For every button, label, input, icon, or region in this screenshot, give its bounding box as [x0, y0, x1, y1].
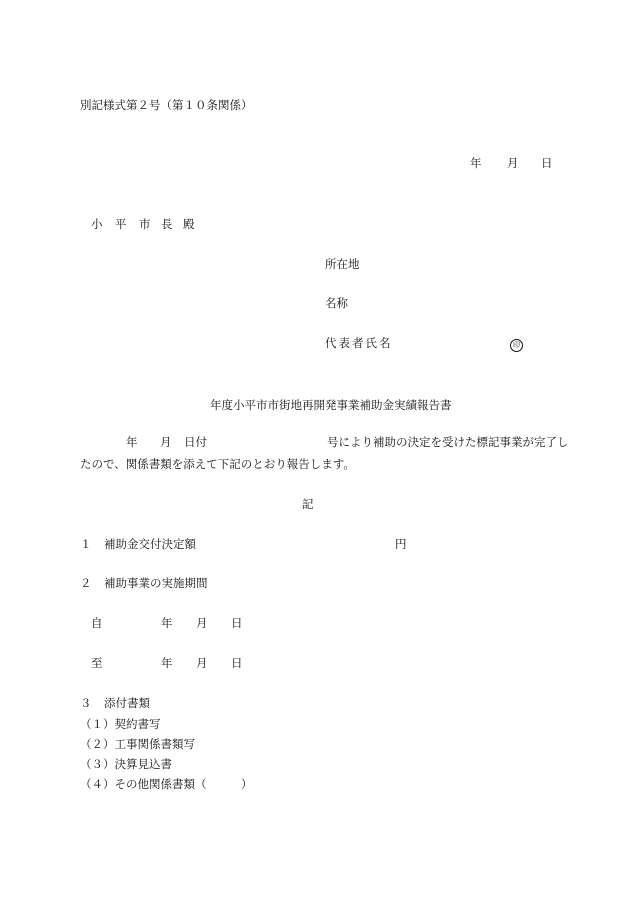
item-3-number: ３	[80, 696, 92, 710]
document-title: 年度小平市市街地再開発事業補助金実績報告書	[210, 398, 452, 412]
attachment-item: （３）決算見込書	[80, 757, 172, 771]
period-from-year: 年	[161, 616, 173, 630]
addressee-char: 小	[91, 217, 103, 231]
body-line1-text: 号により補助の決定を受けた標記事業が完了し	[327, 435, 569, 449]
item-1-unit: 円	[395, 537, 407, 551]
attachment-item: （４）その他関係書類（ ）	[80, 777, 253, 791]
ki-heading: 記	[302, 497, 314, 511]
representative-label: 代表者氏名	[325, 336, 393, 350]
seal-mark	[510, 338, 523, 352]
attachment-item: （１）契約書写	[80, 717, 161, 731]
item-1-number: １	[80, 537, 92, 551]
period-to-label: 至	[91, 656, 103, 670]
seal-icon: 印	[510, 339, 523, 352]
form-number: 別記様式第２号（第１０条関係）	[80, 98, 253, 112]
period-to-month: 月	[196, 656, 208, 670]
name-label: 名称	[325, 296, 348, 310]
item-2-label: 補助事業の実施期間	[104, 576, 208, 590]
addressee-char: 殿	[183, 217, 195, 231]
period-from-month: 月	[196, 616, 208, 630]
item-3-label: 添付書類	[104, 696, 150, 710]
addressee-char: 平	[115, 217, 127, 231]
body-month: 月	[160, 435, 172, 449]
date-month: 月	[507, 156, 519, 170]
body-line2-text: たので、関係書類を添えて下記のとおり報告します。	[80, 457, 355, 471]
item-1-label: 補助金交付決定額	[104, 537, 196, 551]
period-to-year: 年	[161, 656, 173, 670]
period-from-day: 日	[231, 616, 243, 630]
body-year: 年	[126, 435, 138, 449]
addressee-char: 長	[161, 217, 173, 231]
date-day: 日	[541, 156, 553, 170]
address-label: 所在地	[325, 257, 360, 271]
date-year: 年	[470, 156, 482, 170]
addressee-char: 市	[139, 217, 151, 231]
body-day-issued: 日付	[184, 435, 207, 449]
period-from-label: 自	[91, 616, 103, 630]
item-2-number: ２	[80, 576, 92, 590]
period-to-day: 日	[231, 656, 243, 670]
attachment-item: （２）工事関係書類写	[80, 737, 195, 751]
